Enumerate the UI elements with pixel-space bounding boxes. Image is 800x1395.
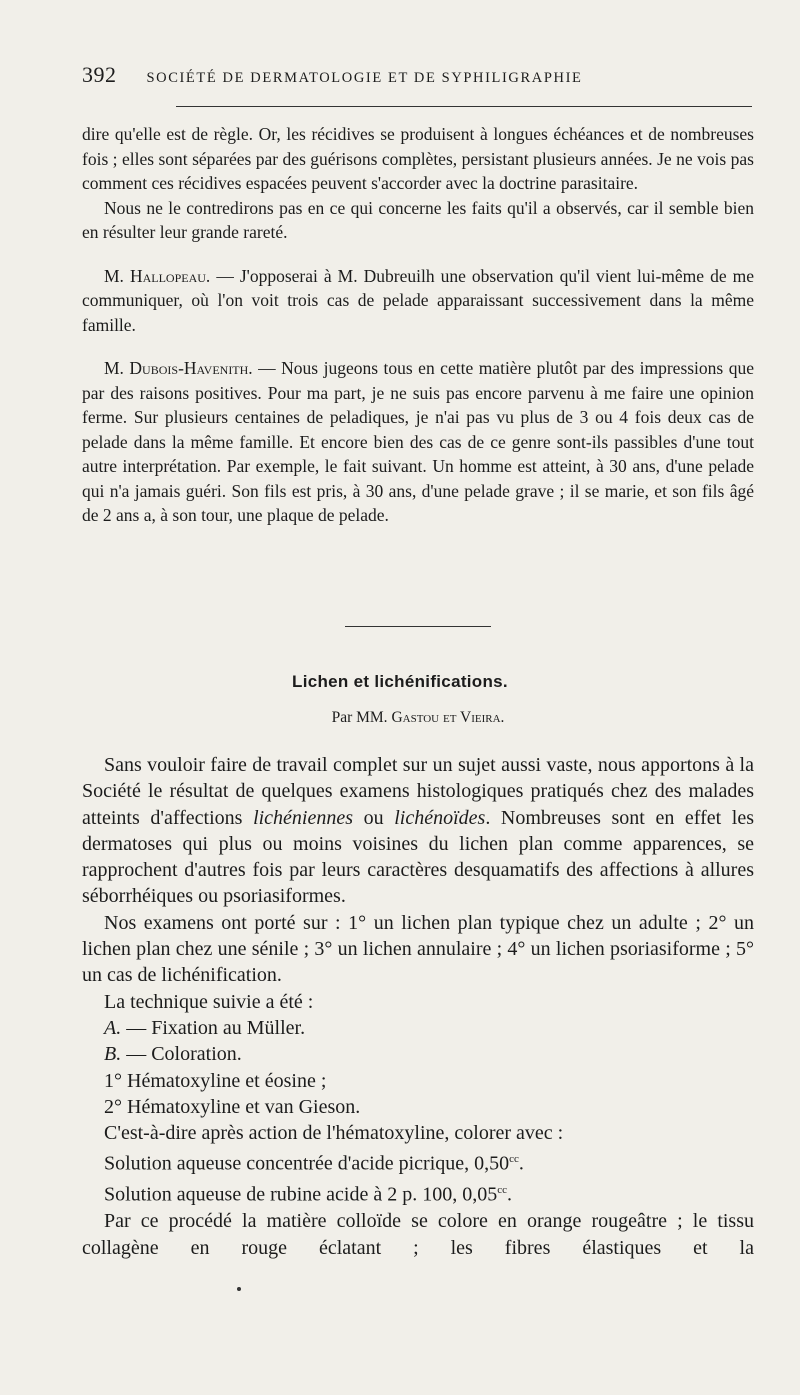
- article-body: [82, 752, 754, 1261]
- paragraph-procede: Par ce procédé la matière colloïde se colore en orange rougeâtre ; le tissu collagène en rouge éclatant ; les fibres élastiques et la: [82, 1210, 754, 1259]
- article-byline: [0, 709, 800, 727]
- list-item-a: [82, 1015, 754, 1041]
- discussion-section: [82, 122, 754, 528]
- item-letter: B.: [104, 1043, 122, 1066]
- paragraph-intro: [82, 752, 754, 910]
- item-text: — Coloration.: [121, 1043, 242, 1066]
- text-run: ou: [353, 806, 395, 829]
- unit-sup: cc: [497, 1184, 508, 1197]
- solution-text: Solution aqueuse concentrée d'acide picrique, 0,50: [104, 1153, 510, 1176]
- list-item-2: 2° Hématoxyline et van Gieson.: [104, 1095, 361, 1118]
- section-separator: [345, 626, 491, 627]
- paragraph-reply: Nous ne le contredirons pas en ce qui concerne les faits qu'il a observés, car il semble bien en résulter leur grande rareté.: [82, 197, 754, 242]
- text-run: Sans vouloir faire de travail complet sur un sujet aussi vaste, nous apportons à la Société le résultat de quelques examens histologiques pratiqués chez des malades atteints d'affections: [82, 754, 754, 829]
- header-rule: [176, 106, 752, 107]
- running-head: SOCIÉTÉ DE DERMATOLOGIE ET DE SYPHILIGRAPHIE: [146, 70, 583, 86]
- emphasis: lichéniennes: [253, 806, 354, 829]
- paragraph-colorer: C'est-à-dire après action de l'hématoxyline, colorer avec :: [104, 1122, 564, 1145]
- item-text: — Fixation au Müller.: [121, 1016, 306, 1039]
- byline-prefix: Par MM.: [331, 709, 392, 726]
- emphasis: lichénoïdes: [394, 806, 486, 829]
- text-run: . Nombreuses sont en effet les dermatoses qui plus ou moins voisines du lichen plan comme apparences, se rapprochent d'autres fois par leurs caractères desquamatifs des affections à allures séborrhéiques ou psoriasiformes.: [82, 806, 755, 908]
- speaker-text: — J'opposerai à M. Dubreuilh une observation qu'il vient lui-même de me communiquer, où l'on voit trois cas de pelade apparaissant successivement dans la même famille.: [82, 265, 754, 335]
- solution-text: Solution aqueuse de rubine acide à 2 p. 100, 0,05: [104, 1184, 498, 1207]
- page-number: 392: [82, 62, 117, 87]
- paragraph-technique: La technique suivie a été :: [104, 990, 314, 1013]
- list-item-b: [82, 1041, 754, 1067]
- unit-sup: cc: [509, 1153, 519, 1166]
- paragraph-continued: dire qu'elle est de règle. Or, les récidives se produisent à longues échéances et de nombreuses fois ; elles sont séparées par des guérisons complètes, persistant plusieurs années. Je ne vois pas comment ces récidives espacées peuvent s'accorder avec la doctrine parasitaire.: [82, 124, 754, 193]
- speaker-name: M. Dubois-Havenith.: [104, 358, 253, 378]
- list-item-1: 1° Hématoxyline et éosine ;: [104, 1069, 327, 1092]
- solution-line-1: Solution aqueuse concentrée d'acide picrique, 0,50$^{cc}$.: [104, 1153, 524, 1176]
- byline-authors: Gastou et Vieira.: [391, 709, 505, 726]
- item-letter: A.: [104, 1016, 122, 1039]
- solution-line-2: Solution aqueuse de rubine acide à 2 p. 100, 0,05$^{cc}$.: [104, 1184, 513, 1207]
- speaker-name: M. Hallopeau.: [104, 265, 211, 286]
- paragraph-hallopeau: [82, 264, 754, 338]
- ink-dot: [237, 1287, 241, 1291]
- paragraph-examens: Nos examens ont porté sur : 1° un lichen plan typique chez un adulte ; 2° un lichen plan chez une sénile ; 3° un lichen annulaire ; 4° un lichen psoriasiforme ; 5° un cas de lichénification.: [82, 911, 754, 987]
- page-header: [82, 62, 754, 92]
- article-title: Lichen et lichénifications.: [292, 672, 508, 691]
- speaker-text: — Nous jugeons tous en cette matière plutôt par des impressions que par des raisons positives. Pour ma part, je ne suis pas encore parvenu à me faire une opinion ferme. Sur plusieurs centaines de peladiques, je n'ai pas vu plus de 3 ou 4 fois deux cas de pelade dans la même famille. Et encore bien des cas de ce genre sont-ils passibles d'une tout autre interprétation. Par exemple, le fait suivant. Un homme est atteint, à 30 ans, d'une pelade qui n'a jamais guéri. Son fils est pris, à 30 ans, d'une pelade grave ; il se marie, et son fils âgé de 2 ans a, à son tour, une plaque de pelade.: [82, 358, 754, 525]
- paragraph-dubois-havenith: [82, 356, 754, 528]
